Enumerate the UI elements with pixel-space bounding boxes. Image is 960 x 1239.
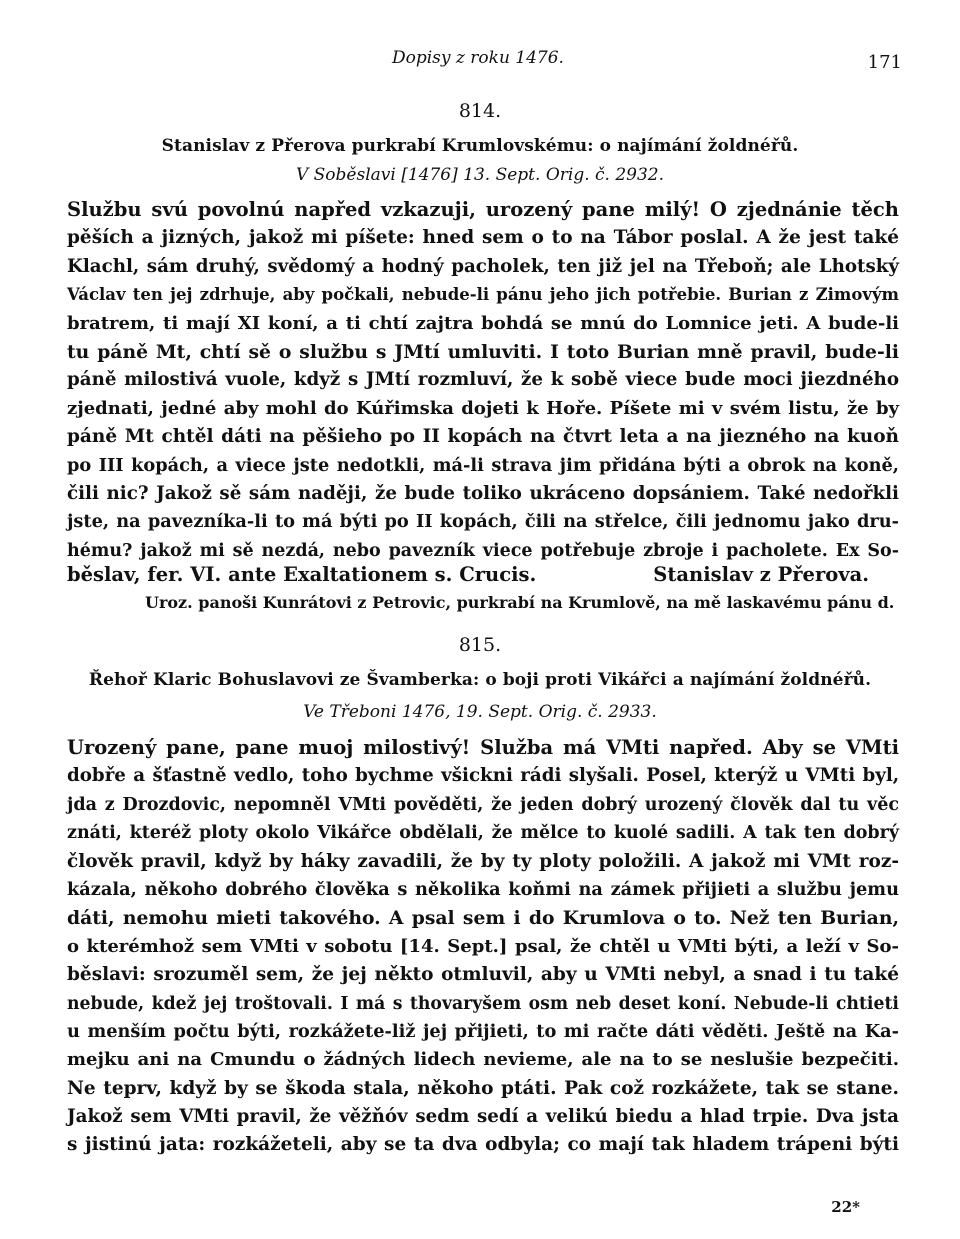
closing-date: běslav, fer. VI. ante Exaltationem s. Crucis.: [67, 563, 537, 586]
letter-meta: Ve Třeboni 1476, 19. Sept. Orig. č. 2933.: [303, 702, 657, 722]
letter-closing: [67, 563, 899, 591]
text-line: páně milostivá vuole, když s JMtí rozmluví, že k sobě viece bude moci jiezdného: [67, 369, 899, 391]
text-line: s jistinú jata: rozkážeteli, aby se ta dva odbyla; co mají tak hladem trápeni býti: [67, 1134, 899, 1156]
running-head: Dopisy z roku 1476.: [392, 48, 564, 68]
page-number: 171: [867, 52, 902, 73]
text-line: u menším počtu býti, rozkážete-liž jej přijieti, to mi račte dáti věděti. Ještě na Ka-: [67, 1020, 899, 1042]
text-line: o kterémhož sem VMti v sobotu [14. Sept.] psal, že chtěl u VMti býti, a leží v So-: [67, 935, 899, 957]
signature-mark: 22*: [831, 1198, 860, 1216]
letter-body: [67, 734, 899, 1160]
text-line: běslavi: srozuměl sem, že jej někto otmluvil, aby u VMti nebyl, a snad i tu také: [67, 964, 899, 986]
text-line: Klachl, sám druhý, svědomý a hodný pacholek, ten již jel na Třeboň; ale Lhotský: [67, 255, 899, 277]
text-line: jste, na pavezníka-li to má býti po II kopách, čili na střelce, čili jednomu jako dru-: [67, 511, 899, 533]
text-line: jda z Drozdovic, nepomněl VMti pověděti, že jeden dobrý urozený člověk dal tu věc: [67, 794, 899, 815]
letter-number: 814.: [458, 100, 502, 122]
text-line: člověk pravil, když by háky zavadili, že by ty ploty položili. A jakož mi VMt roz-: [67, 850, 899, 872]
text-line: Službu svú povolnú napřed vzkazuji, urozený pane milý! O zjednánie těch: [67, 198, 899, 221]
text-line: čili nic? Jakož sě sám naději, že bude toliko ukráceno dopsániem. Také nedořkli: [67, 482, 899, 504]
text-line: Jakož sem VMti pravil, že věžňóv sedm sedí a velikú biedu a hlad trpie. Dva jsta: [67, 1106, 899, 1128]
text-line: kázala, někoho dobrého člověka s několika koňmi na zámek přijieti a službu jemu: [67, 878, 899, 900]
text-line: pěších a jizných, jakož mi píšete: hned sem o to na Tábor poslal. A že jest také: [67, 227, 899, 249]
text-line: znáti, kteréž ploty okolo Vikářce obdělali, že mělce to kuolé sadili. A tak ten dobrý: [67, 823, 899, 844]
text-line: nebude, kdež jej troštovali. I má s thovaryšem osm neb deset koní. Nebude-li chtieti: [67, 993, 899, 1014]
letter-heading: Řehoř Klaric Bohuslavovi ze Švamberka: o boji proti Vikářci a najímání žoldnéřů.: [88, 670, 872, 690]
text-line: bratrem, ti mají XI koní, a ti chtí zajtra bohdá se mnú do Lomnice jeti. A bude-li: [67, 312, 899, 334]
closing-signature: Stanislav z Přerova.: [653, 563, 869, 586]
text-line: páně Mt chtěl dáti na pěšieho po II kopách na čtvrt leta a na jiezného na kuoň: [67, 426, 899, 448]
letter-body: [67, 196, 899, 565]
letter-heading: Stanislav z Přerova purkrabí Krumlovskému: o najímání žoldnéřů.: [161, 136, 799, 156]
text-line: dobře a šťastně vedlo, toho bychme všickni rádi slyšali. Posel, kterýž u VMti byl,: [67, 765, 900, 787]
text-line: zjednati, jedné aby mohl do Kúřimska dojeti k Hoře. Píšete mi v svém listu, že by: [67, 397, 899, 419]
text-line: tu páně Mt, chtí sě o službu s JMtí umluviti. I toto Burian mně pravil, bude-li: [67, 340, 899, 363]
text-line: po III kopách, a viece jste nedotkli, má-li strava jim přidána býti a obrok na koně,: [67, 454, 899, 476]
text-line: dáti, nemohu mieti takového. A psal sem i do Krumlova o to. Než ten Burian,: [67, 907, 899, 930]
text-line: Urozený pane, pane muoj milostivý! Služba má VMti napřed. Aby se VMti: [67, 736, 899, 759]
letter-address: Uroz. panoši Kunrátovi z Petrovic, purkrabí na Krumlově, na mě laskavému pánu d.: [145, 593, 895, 612]
letter-number: 815.: [458, 634, 502, 656]
text-line: mejku ani na Cmundu o žádných lidech nevieme, ale na to se neslušie bezpečiti.: [67, 1049, 899, 1071]
text-line: Ne teprv, když by se škoda stala, někoho ptáti. Pak což rozkážete, tak se stane.: [67, 1077, 899, 1099]
letter-meta: V Soběslavi [1476] 13. Sept. Orig. č. 2932.: [295, 165, 665, 185]
text-line: hému? jakož mi sě nezdá, nebo pavezník viece potřebuje zbroje i pacholete. Ex So-: [67, 540, 899, 561]
text-line: Václav ten jej zdrhuje, aby počkali, nebude-li pánu jeho jich potřebie. Burian z Zimovým: [67, 285, 899, 305]
